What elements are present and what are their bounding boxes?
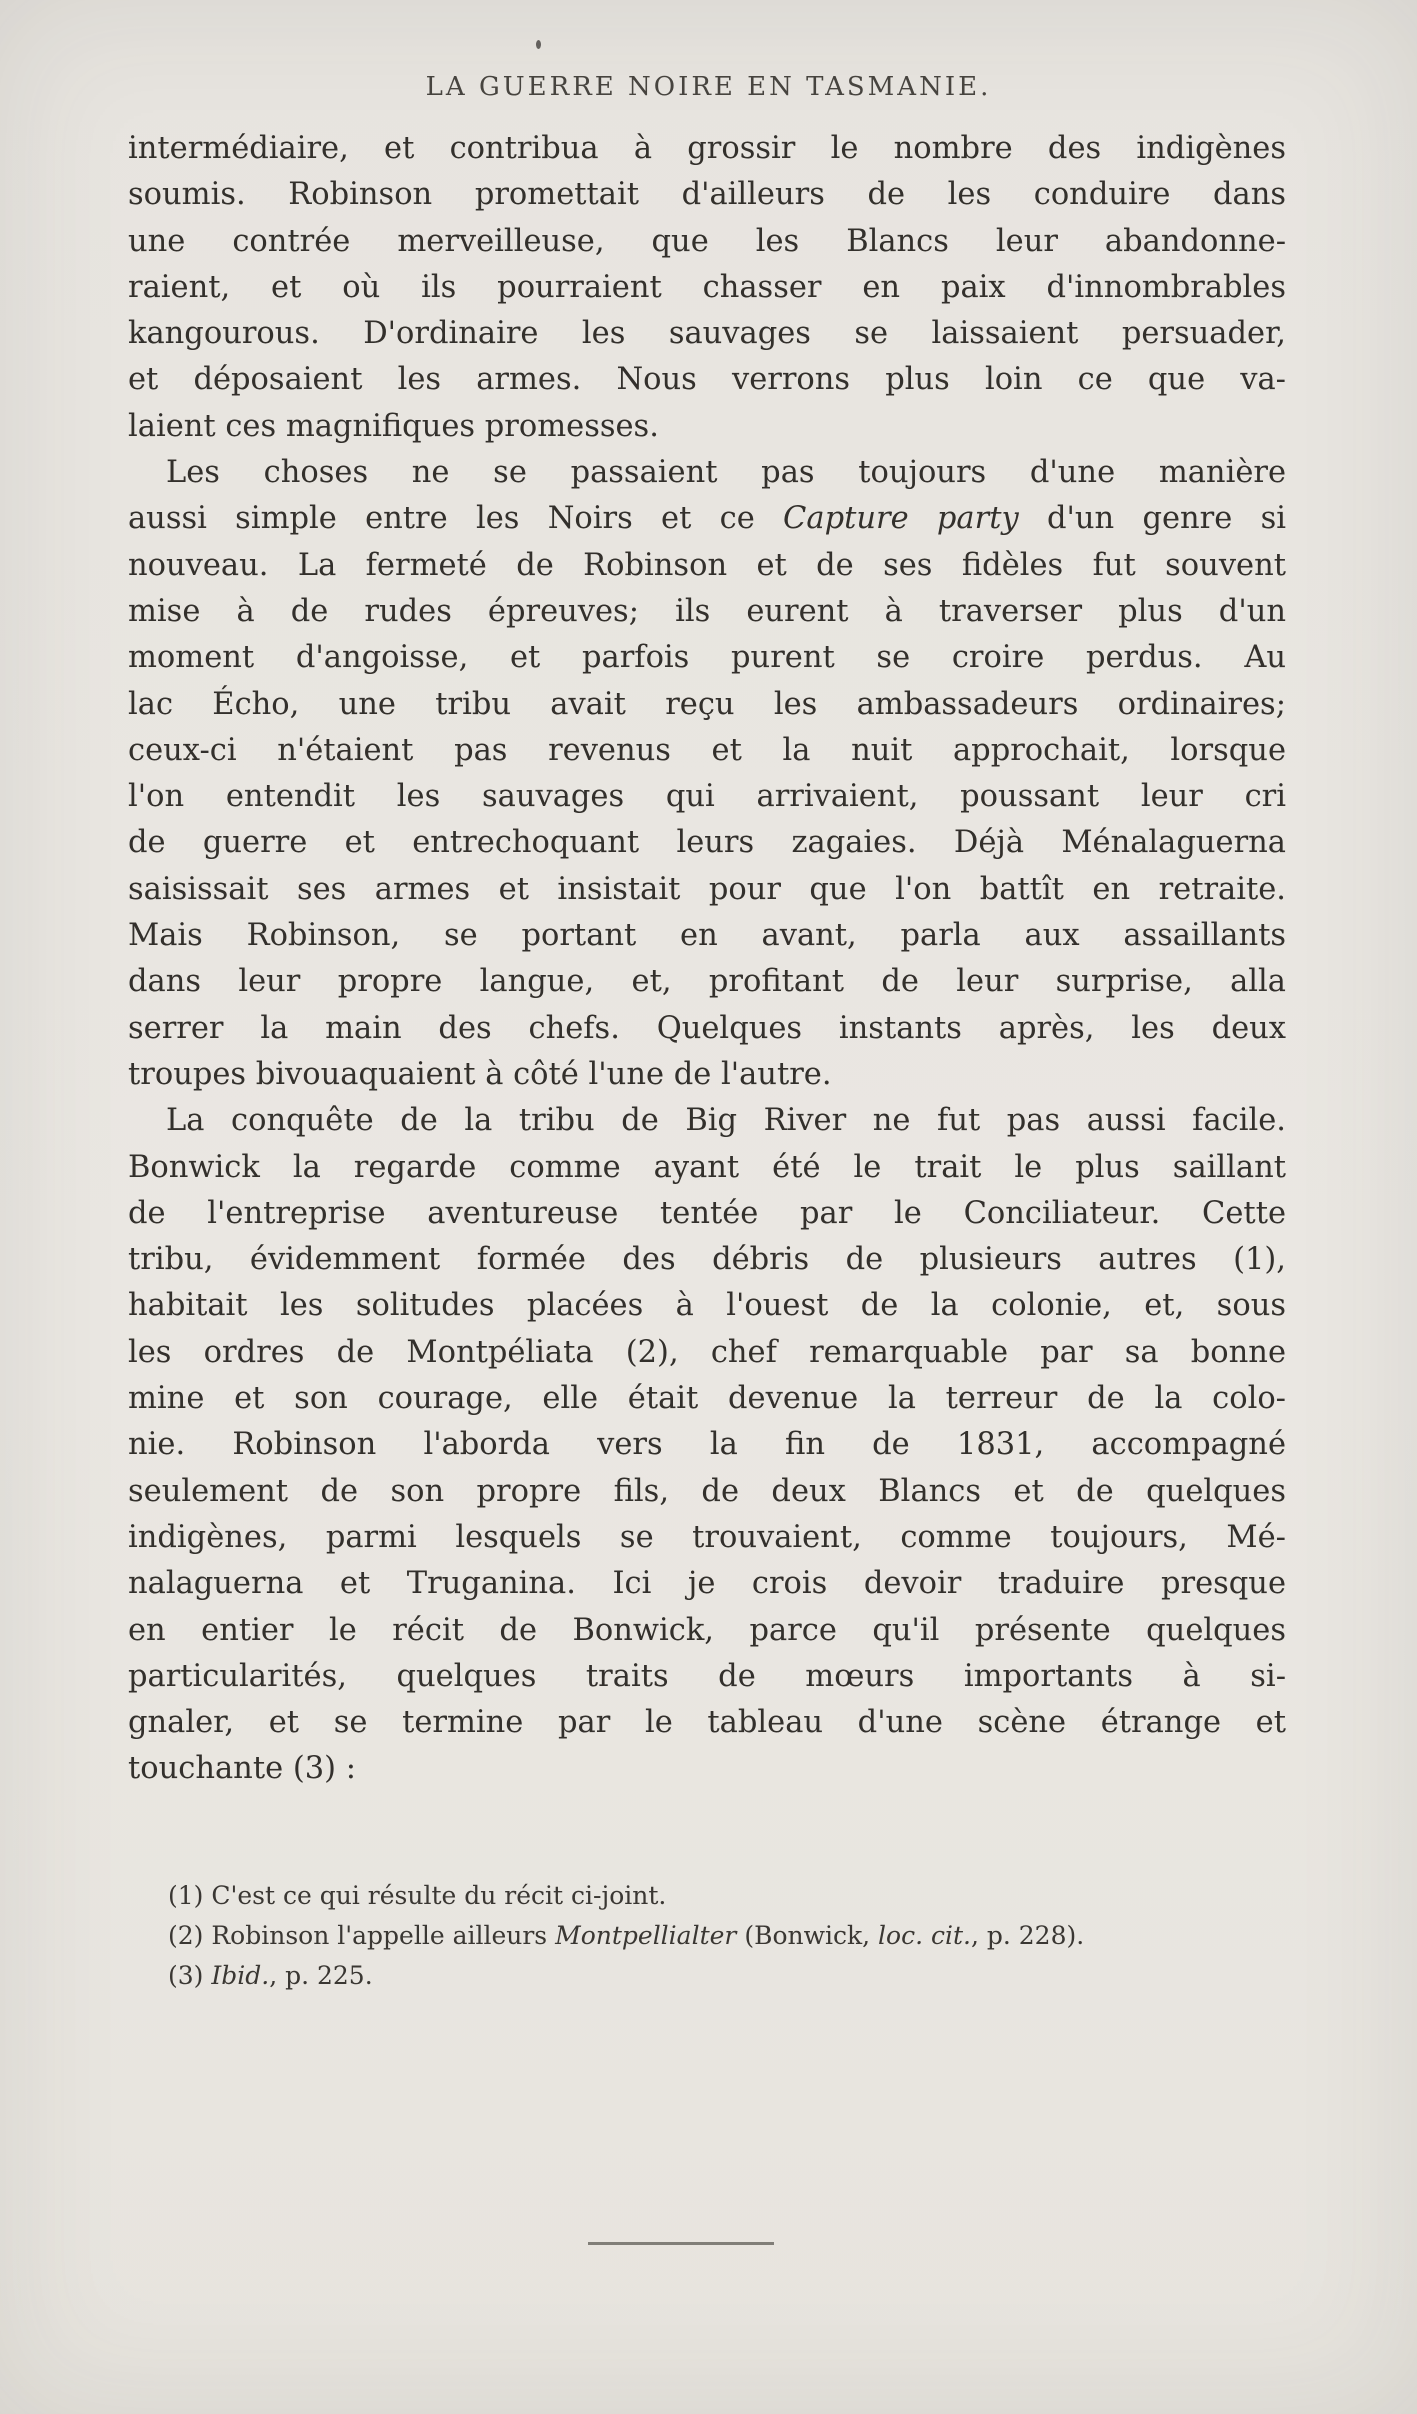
text-line: particularités, quelques traits de mœurs importants à si- — [128, 1658, 1286, 1694]
ink-speck-artifact — [536, 40, 541, 49]
text-line: de l'entreprise aventureuse tentée par le Conciliateur. Cette — [128, 1195, 1286, 1231]
text-line: moment d'angoisse, et parfois purent se croire perdus. Au — [128, 640, 1286, 676]
text-line: Les choses ne se passaient pas toujours d'une manière — [166, 455, 1286, 491]
text-line: Bonwick la regarde comme ayant été le trait le plus saillant — [128, 1149, 1286, 1185]
text-line: aussi simple entre les Noirs et ce Capture party d'un genre si — [128, 501, 1286, 537]
text-line: kangourous. D'ordinaire les sauvages se laissaient persuader, — [128, 316, 1286, 352]
text-line: nouveau. La fermeté de Robinson et de ses fidèles fut souvent — [128, 547, 1286, 583]
text-line: nalaguerna et Truganina. Ici je crois devoir traduire presque — [128, 1566, 1286, 1602]
footnote-line: (1) C'est ce qui résulte du récit ci-joint. — [168, 1881, 667, 1910]
text-line: serrer la main des chefs. Quelques instants après, les deux — [128, 1010, 1286, 1046]
footnote-line: (3) Ibid., p. 225. — [168, 1961, 373, 1990]
text-line: indigènes, parmi lesquels se trouvaient, comme toujours, Mé- — [128, 1519, 1286, 1555]
text-line: seulement de son propre fils, de deux Blancs et de quelques — [128, 1473, 1286, 1509]
text-line: tribu, évidemment formée des débris de plusieurs autres (1), — [128, 1242, 1286, 1278]
text-line: nie. Robinson l'aborda vers la fin de 1831, accompagné — [128, 1427, 1286, 1463]
running-header: LA GUERRE NOIRE EN TASMANIE. — [425, 72, 992, 102]
text-line: une contrée merveilleuse, que les Blancs leur abandonne- — [128, 223, 1286, 259]
text-line: gnaler, et se termine par le tableau d'une scène étrange et — [128, 1705, 1286, 1741]
body-text — [128, 126, 1286, 1793]
text-line: mine et son courage, elle était devenue la terreur de la colo- — [128, 1381, 1286, 1417]
text-line: raient, et où ils pourraient chasser en paix d'innombrables — [128, 269, 1286, 305]
text-line: et déposaient les armes. Nous verrons plus loin ce que va- — [128, 362, 1286, 398]
footnotes — [128, 1876, 1286, 1996]
text-line: soumis. Robinson promettait d'ailleurs de les conduire dans — [128, 177, 1286, 213]
text-line: intermédiaire, et contribua à grossir le nombre des indigènes — [128, 131, 1286, 166]
text-line: les ordres de Montpéliata (2), chef remarquable par sa bonne — [128, 1334, 1286, 1370]
text-line: La conquête de la tribu de Big River ne fut pas aussi facile. — [166, 1103, 1286, 1139]
text-line: l'on entendit les sauvages qui arrivaient, poussant leur cri — [128, 779, 1286, 815]
text-line: lac Écho, une tribu avait reçu les ambassadeurs ordinaires; — [128, 686, 1286, 722]
paragraph — [128, 126, 1286, 450]
text-line: habitait les solitudes placées à l'ouest de la colonie, et, sous — [128, 1288, 1286, 1324]
text-line: en entier le récit de Bonwick, parce qu'il présente quelques — [128, 1612, 1286, 1648]
paragraph — [128, 1098, 1286, 1792]
text-line: troupes bivouaquaient à côté l'une de l'autre. — [128, 1056, 832, 1092]
text-line: laient ces magnifiques promesses. — [128, 408, 659, 444]
footer-rule — [588, 2242, 774, 2245]
paragraph — [128, 450, 1286, 1098]
text-line: mise à de rudes épreuves; ils eurent à traverser plus d'un — [128, 593, 1286, 629]
text-line: saisissait ses armes et insistait pour que l'on battît en retraite. — [128, 871, 1286, 907]
footnote-line: (2) Robinson l'appelle ailleurs Montpellialter (Bonwick, loc. cit., p. 228). — [168, 1921, 1085, 1950]
text-line: touchante (3) : — [128, 1751, 356, 1787]
text-line: dans leur propre langue, et, profitant de leur surprise, alla — [128, 964, 1286, 1000]
text-line: ceux-ci n'étaient pas revenus et la nuit approchait, lorsque — [128, 732, 1286, 768]
text-line: Mais Robinson, se portant en avant, parla aux assaillants — [128, 918, 1286, 954]
text-line: de guerre et entrechoquant leurs zagaies. Déjà Ménalaguerna — [128, 825, 1286, 861]
